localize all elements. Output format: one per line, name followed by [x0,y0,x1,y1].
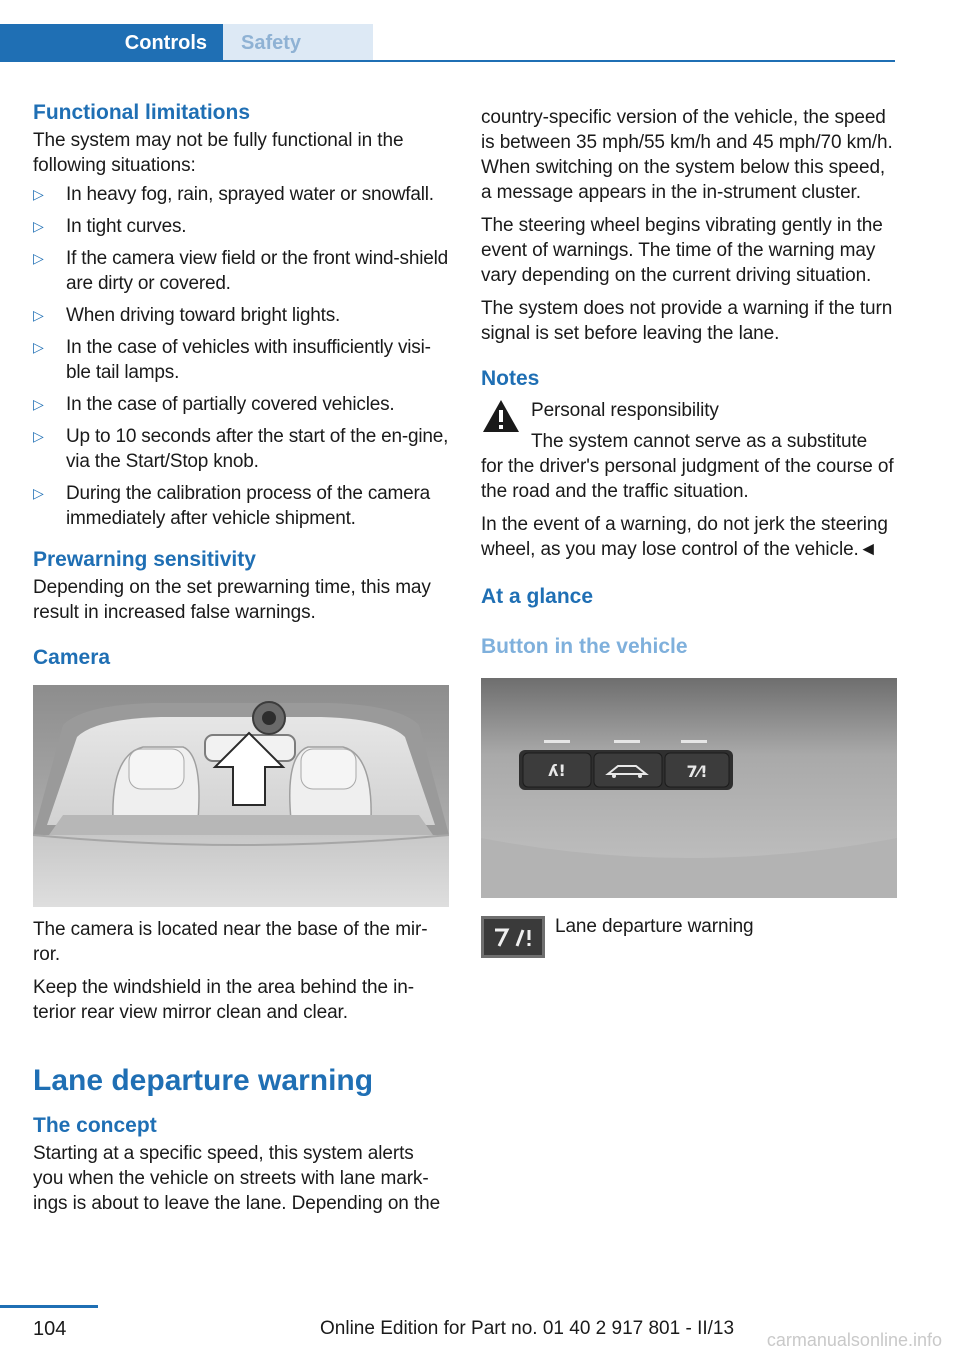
list-item: ▷ In the case of vehicles with insufficiently visi-ble tail lamps. [33,337,431,383]
button-panel-illustration [481,678,897,898]
list-item: ▷ When driving toward bright lights. [33,305,341,326]
car-interior-illustration [33,685,449,907]
triangle-bullet-icon: ▷ [33,339,44,355]
collision-warning-button[interactable] [594,753,662,787]
triangle-bullet-icon: ▷ [33,186,44,202]
limitations-list [33,182,449,531]
list-item: ▷ In tight curves. [33,216,187,237]
note-line-1: The system cannot serve as a substitute [531,431,868,452]
note-rest: for the driver's personal judgment of the course of the road and the traffic situation. [481,456,894,502]
list-item: ▷ If the camera view field or the front wind-shield are dirty or covered. [33,248,448,294]
edition-text: Online Edition for Part no. 01 40 2 917 801 - II/13 [320,1318,735,1339]
note-warning: In the event of a warning, do not jerk the steering wheel, as you may lose control of the vehicle.◄ [481,514,888,560]
lane-departure-warning-icon [481,916,545,958]
camera-illustration [33,685,449,907]
note-title: Personal responsibility [531,400,719,421]
left-column [33,98,449,1224]
list-item: ▷ In the case of partially covered vehicles. [33,394,395,415]
triangle-bullet-icon: ▷ [33,396,44,412]
at-a-glance-heading: At a glance [481,585,594,608]
concept-continued: country-specific version of the vehicle, the speed is between 35 mph/55 km/h and 45 mph/70 km/h. When switching on the system below this speed, a message appears in the in-strument cluster. [481,107,893,203]
list-item: ▷ During the calibration process of the camera immediately after vehicle shipment. [33,483,431,529]
right-column [481,105,897,958]
turn-signal-text: The system does not provide a warning if the turn signal is set before leaving the lane. [481,298,893,344]
footer-divider [0,1305,98,1308]
watermark: carmanualsonline.info [766,1330,942,1350]
svg-text:7⁄!: 7⁄! [686,762,708,781]
camera-heading: Camera [33,646,111,669]
concept-heading: The concept [33,1114,157,1137]
button-legend [481,916,897,958]
functional-limitations-intro: The system may not be fully functional in the following situations: [33,130,404,176]
list-item: ▷ In heavy fog, rain, sprayed water or snowfall. [33,184,434,205]
svg-text:ʎ!: ʎ! [548,761,566,780]
triangle-bullet-icon: ▷ [33,307,44,323]
camera-text-2: Keep the windshield in the area behind the in-terior rear view mirror clean and clear. [33,977,414,1023]
triangle-bullet-icon: ▷ [33,218,44,234]
list-item: ▷ Up to 10 seconds after the start of the en-gine, via the Start/Stop knob. [33,426,449,472]
triangle-bullet-icon: ▷ [33,250,44,266]
camera-text-1: The camera is located near the base of the mir-ror. [33,919,428,965]
tab-safety[interactable]: Safety [223,24,373,62]
warning-triangle-icon [481,398,521,434]
note-block [481,398,897,562]
prewarning-text: Depending on the set prewarning time, this may result in increased false warnings. [33,577,431,623]
prewarning-heading: Prewarning sensitivity [33,548,256,571]
button-label: Lane departure warning [555,916,754,937]
tab-controls[interactable]: Controls [0,24,223,62]
button-in-vehicle-heading: Button in the vehicle [481,635,688,658]
lane-departure-heading: Lane departure warning [33,1064,374,1097]
page-number: 104 [33,1318,67,1340]
concept-text: Starting at a specific speed, this system alerts you when the vehicle on streets with lane mark-ings is about to leave the lane. Depending on the [33,1143,441,1214]
triangle-bullet-icon: ▷ [33,485,44,501]
notes-heading: Notes [481,367,540,390]
functional-limitations-heading: Functional limitations [33,101,251,124]
header-divider [0,60,895,62]
page-header [0,0,960,62]
triangle-bullet-icon: ▷ [33,428,44,444]
vibration-text: The steering wheel begins vibrating gently in the event of warnings. The time of the warning may vary depending on the current driving situation. [481,215,883,286]
